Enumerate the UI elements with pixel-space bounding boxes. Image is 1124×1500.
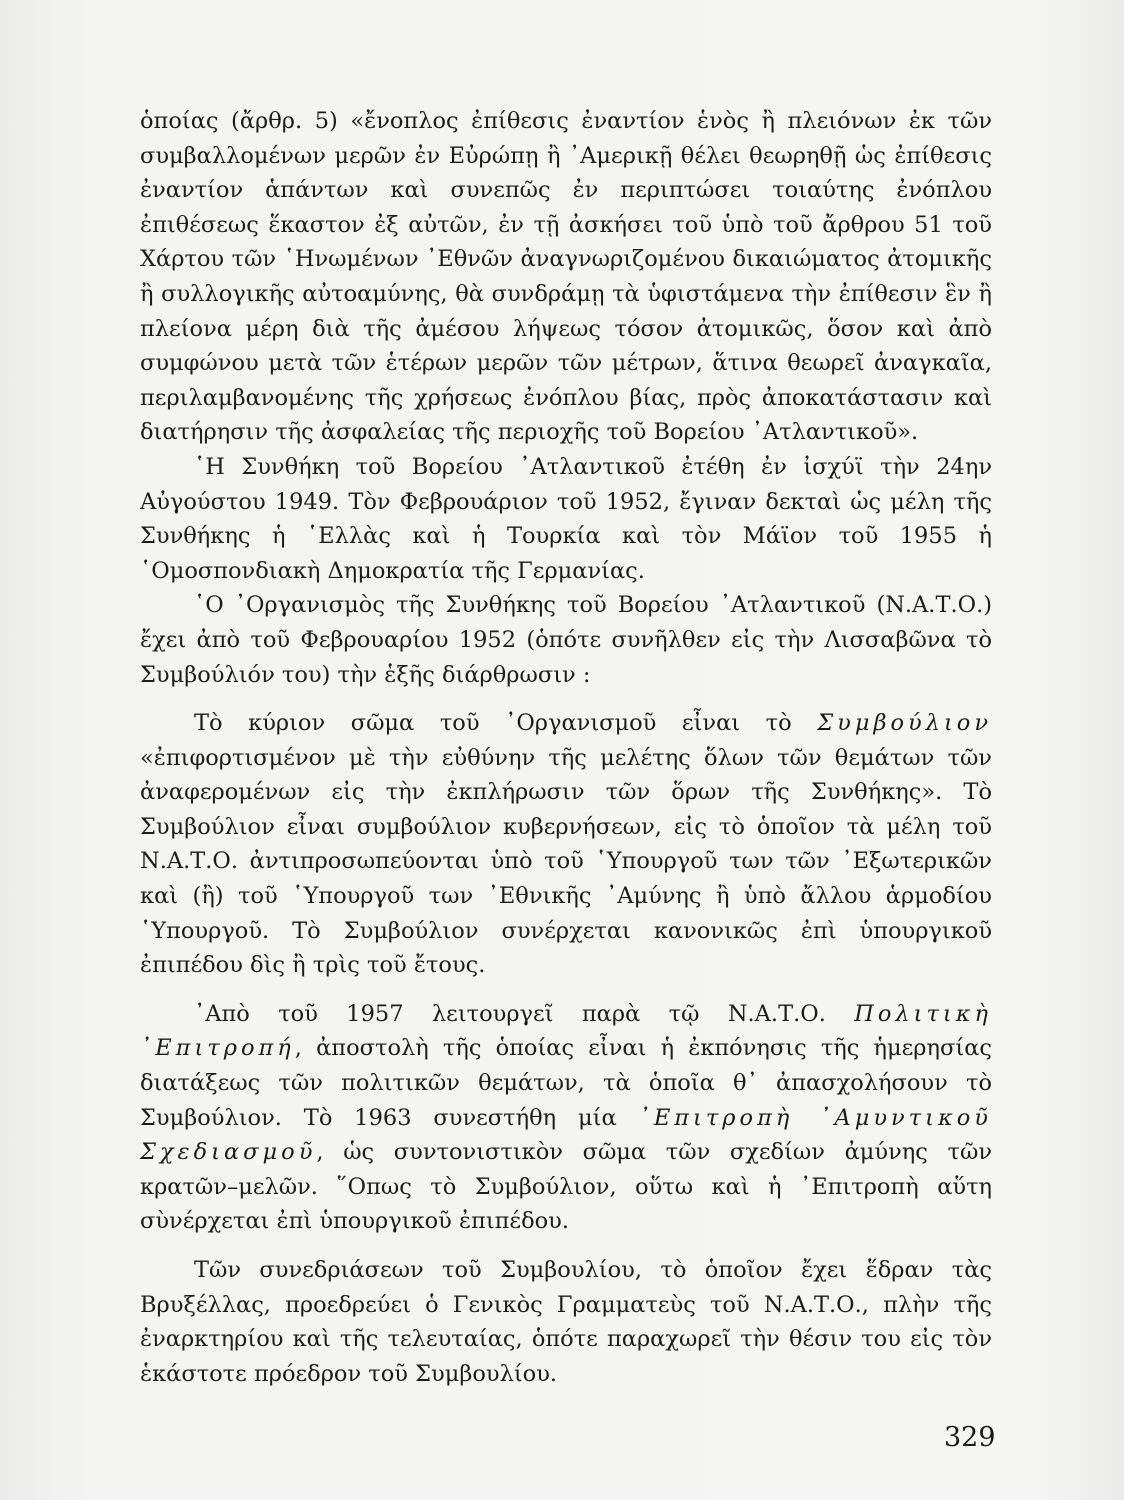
council-text-after: «ἐπιφορτισμένον μὲ τὴν εὐθύνην τῆς μελέτης ὅλων τῶν θεμάτων τῶν ἀναφερομένων εἰς τὴν ἐκπλήρωσιν τῶν ὅρων τῆς Συνθήκης». Τὸ Συμβούλιον εἶναι συμβούλιον κυβερνήσεων, εἰς τὸ ὁποῖον τὰ μέλη τοῦ Ν.Α.Τ.Ο. ἀντιπροσωπεύονται ὑπὸ τοῦ ῾Υπουργοῦ των τῶν ᾿Εξωτερικῶν καὶ (ἢ) τοῦ ῾Υπουργοῦ των ᾿Εθνικῆς ᾿Αμύνης ἢ ὑπὸ ἄλλου ἁρμοδίου ῾Υπουργοῦ. Τὸ Συμβούλιον συνέρχεται κανονικῶς ἐπὶ ὑπουργικοῦ ἐπιπέδου δὶς ἢ τρὶς τοῦ ἔτους.: [140, 744, 992, 979]
defence-planning-committee-emphasis: ᾿Επιτροπὴ ᾿Αμυντικοῦ Σχεδιασμοῦ: [140, 1104, 992, 1166]
paragraph-committees: [140, 997, 992, 1239]
council-emphasis: Συμβούλιον: [817, 710, 992, 737]
paragraph-sessions: Τῶν συνεδριάσεων τοῦ Συμβουλίου, τὸ ὁποῖον ἔχει ἕδραν τὰς Βρυξέλλας, προεδρεύει ὁ Γενικὸς Γραμματεὺς τοῦ Ν.Α.Τ.Ο., πλὴν τῆς ἐναρκτηρίου καὶ τῆς τελευταίας, ὁπότε παραχωρεῖ τὴν θέσιν του εἰς τὸν ἑκάστοτε πρόεδρον τοῦ Συμβουλίου.: [140, 1257, 992, 1387]
council-text-before: Τὸ κύριον σῶμα τοῦ ᾿Οργανισμοῦ εἶναι τὸ: [194, 710, 818, 737]
committees-text-before: ᾿Απὸ τοῦ 1957 λειτουργεῖ παρὰ τῷ Ν.Α.Τ.Ο.: [194, 1000, 855, 1027]
body-text: [140, 104, 992, 1391]
page-number: 329: [944, 1422, 996, 1453]
paragraph-article-5-quote: ὁποίας (ἄρθρ. 5) «ἔνοπλος ἐπίθεσις ἐναντίον ἑνὸς ἢ πλειόνων ἐκ τῶν συμβαλλομένων μερῶν ἐν Εὐρώπῃ ἢ ᾿Αμερικῇ θέλει θεωρηθῇ ὡς ἐπίθεσις ἐναντίον ἁπάντων καὶ συνεπῶς ἐν περιπτώσει τοιαύτης ἐνόπλου ἐπιθέσεως ἕκαστον ἐξ αὐτῶν, ἐν τῇ ἀσκήσει τοῦ ὑπὸ τοῦ ἄρθρου 51 τοῦ Χάρτου τῶν ῾Ηνωμένων ᾿Εθνῶν ἀναγνωριζομένου δικαιώματος ἀτομικῆς ἢ συλλογικῆς αὐτοαμύνης, θὰ συνδράμῃ τὰ ὑφιστάμενα τὴν ἐπίθεσιν ἓν ἢ πλείονα μέρη διὰ τῆς ἀμέσου λήψεως τόσον ἀτομικῶς, ὅσον καὶ ἀπὸ συμφώνου μετὰ τῶν ἑτέρων μερῶν τῶν μέτρων, ἅτινα θεωρεῖ ἀναγκαῖα, περιλαμβανομένης τῆς χρήσεως ἐνόπλου βίας, πρὸς ἀποκατάστασιν καὶ διατήρησιν τῆς ἀσφαλείας τῆς περιοχῆς τοῦ Βορείου ᾿Ατλαντικοῦ».: [140, 108, 992, 446]
paragraph-treaty-entry: ῾Η Συνθήκη τοῦ Βορείου ᾿Ατλαντικοῦ ἐτέθη ἐν ἰσχύϊ τὴν 24ην Αὐγούστου 1949. Τὸν Φεβρουάριον τοῦ 1952, ἔγιναν δεκταὶ ὡς μέλη τῆς Συνθήκης ἡ ῾Ελλὰς καὶ ἡ Τουρκία καὶ τὸν Μάϊον τοῦ 1955 ἡ ῾Ομοσπονδιακὴ Δημοκρατία τῆς Γερμανίας.: [140, 453, 992, 584]
paragraph-organization: ῾Ο ᾿Οργανισμὸς τῆς Συνθήκης τοῦ Βορείου ᾿Ατλαντικοῦ (Ν.Α.Τ.Ο.) ἔχει ἀπὸ τοῦ Φεβρουαρίου 1952 (ὁπότε συνῆλθεν εἰς τὴν Λισσαβῶνα τὸ Συμβούλιόν του) τὴν ἑξῆς διάρθρωσιν :: [140, 592, 992, 688]
paragraph-council: [140, 706, 992, 983]
political-committee-emphasis: Πολιτικὴ ᾿Επιτροπή: [140, 1000, 992, 1062]
committees-text-after: , ὡς συντονιστικὸν σῶμα τῶν σχεδίων ἀμύνης τῶν κρατῶν–μελῶν. ῞Οπως τὸ Συμβούλιον, οὕτω καὶ ἡ ᾿Επιτροπὴ αὕτη σὺνέρχεται ἐπὶ ὑπουργικοῦ ἐπιπέδου.: [140, 1139, 992, 1235]
committees-text-middle: , ἀποστολὴ τῆς ὁποίας εἶναι ἡ ἐκπόνησις τῆς ἡμερησίας διατάξεως τῶν πολιτικῶν θεμάτων, τὰ ὁποῖα θ᾿ ἀπασχολήσουν τὸ Συμβούλιον. Τὸ 1963 συνεστήθη μία: [140, 1035, 992, 1131]
